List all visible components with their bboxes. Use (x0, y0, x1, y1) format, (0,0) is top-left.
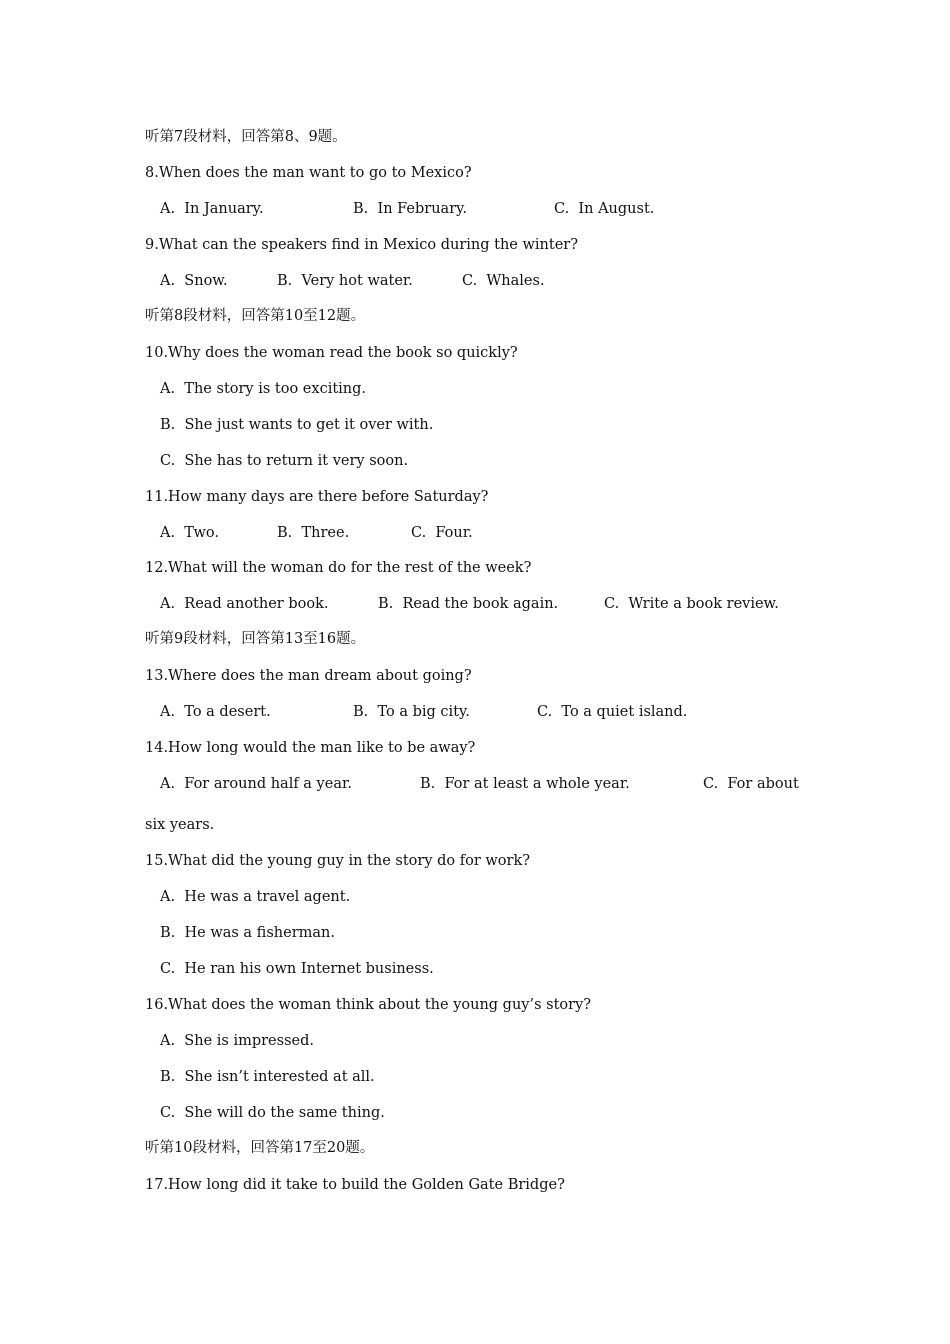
section-heading-8: 听第8段材料，回答第10至12题。 (145, 308, 366, 324)
question-14-option-b: B. For at least a whole year. (420, 776, 630, 792)
question-17: 17.How long did it take to build the Golden Gate Bridge? (145, 1177, 565, 1193)
question-12-option-b: B. Read the book again. (378, 596, 559, 612)
question-15: 15.What did the young guy in the story do for work? (145, 853, 531, 869)
question-11-option-b: B. Three. (277, 525, 350, 541)
question-9-option-c: C. Whales. (462, 273, 545, 289)
question-15-option-a: A. He was a travel agent. (160, 889, 351, 905)
section-heading-7: 听第7段材料，回答第8、9题。 (145, 129, 347, 145)
section-heading-10: 听第10段材料，回答第17至20题。 (145, 1140, 375, 1156)
question-15-option-c: C. He ran his own Internet business. (160, 961, 434, 977)
question-15-option-b: B. He was a fisherman. (160, 925, 335, 941)
question-14-option-c: C. For about (703, 776, 799, 792)
question-12-option-c: C. Write a book review. (604, 596, 779, 612)
section-heading-9: 听第9段材料，回答第13至16题。 (145, 631, 366, 647)
question-8-option-c: C. In August. (554, 201, 655, 217)
question-8: 8.When does the man want to go to Mexico? (145, 165, 472, 181)
question-14: 14.How long would the man like to be away? (145, 740, 476, 756)
question-13-option-b: B. To a big city. (353, 704, 470, 720)
question-11-option-c: C. Four. (411, 525, 473, 541)
question-12: 12.What will the woman do for the rest of the week? (145, 560, 532, 576)
question-11: 11.How many days are there before Saturday? (145, 489, 489, 505)
question-16-option-a: A. She is impressed. (160, 1033, 314, 1049)
question-16: 16.What does the woman think about the young guy’s story? (145, 997, 592, 1013)
question-16-option-b: B. She isn’t interested at all. (160, 1069, 375, 1085)
question-9: 9.What can the speakers find in Mexico during the winter? (145, 237, 578, 253)
question-12-option-a: A. Read another book. (160, 596, 329, 612)
question-16-option-c: C. She will do the same thing. (160, 1105, 385, 1121)
question-14-option-c-continued: six years. (145, 817, 215, 833)
question-9-option-b: B. Very hot water. (277, 273, 413, 289)
question-14-option-a: A. For around half a year. (160, 776, 352, 792)
question-10-option-a: A. The story is too exciting. (160, 381, 367, 397)
question-11-option-a: A. Two. (160, 525, 219, 541)
question-10: 10.Why does the woman read the book so quickly? (145, 345, 518, 361)
question-13-option-c: C. To a quiet island. (537, 704, 688, 720)
question-13: 13.Where does the man dream about going? (145, 668, 472, 684)
question-8-option-a: A. In January. (160, 201, 264, 217)
question-9-option-a: A. Snow. (160, 273, 228, 289)
question-10-option-c: C. She has to return it very soon. (160, 453, 409, 469)
question-10-option-b: B. She just wants to get it over with. (160, 417, 434, 433)
question-8-option-b: B. In February. (353, 201, 468, 217)
question-13-option-a: A. To a desert. (160, 704, 271, 720)
